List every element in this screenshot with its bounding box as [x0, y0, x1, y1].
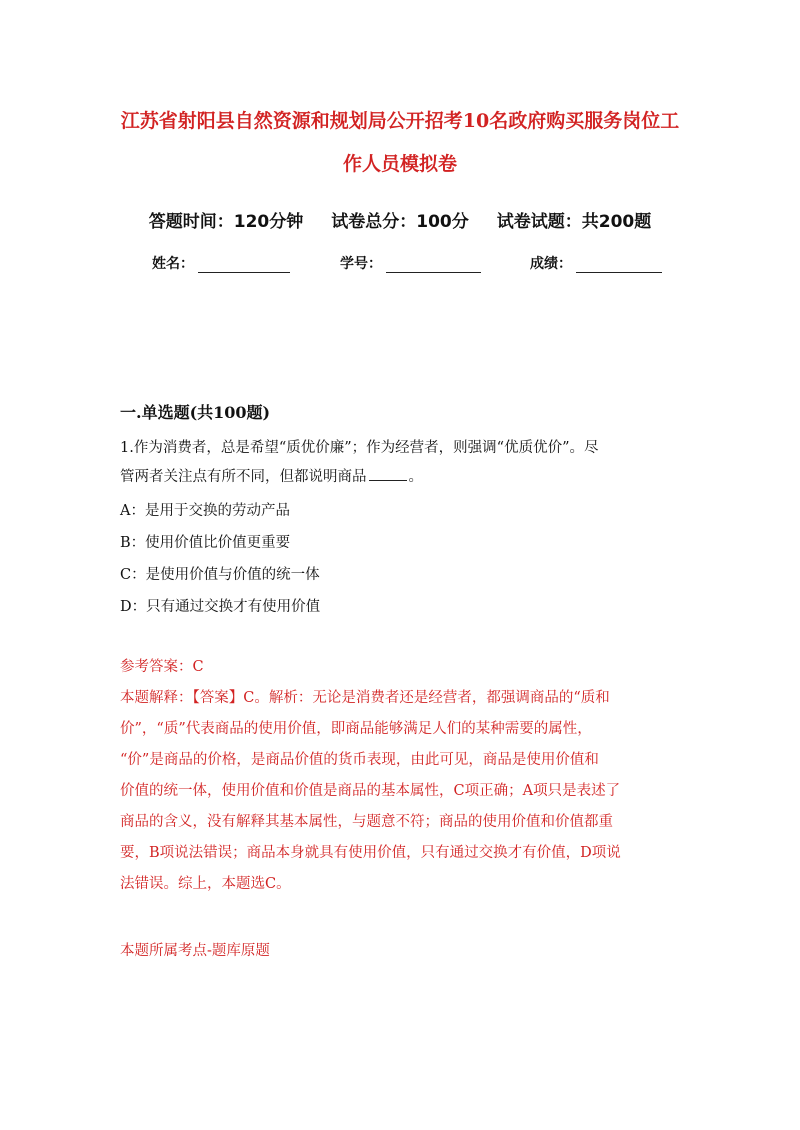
student-id-blank	[386, 257, 481, 273]
option-b: B：使用价值比价值更重要	[120, 535, 291, 551]
student-id-field	[340, 253, 481, 273]
student-id-label: 学号：	[340, 256, 382, 272]
option-a: A：是用于交换的劳动产品	[120, 503, 290, 519]
explanation-line: 价值的统一体，使用价值和价值是商品的基本属性，C项正确；A项只是表述了	[120, 783, 621, 799]
explanation-line: 价”，“质”代表商品的使用价值，即商品能够满足人们的某种需要的属性，	[120, 721, 592, 737]
question-stem-text: 管两者关注点有所不同，但都说明商品	[120, 469, 367, 485]
grade-field	[530, 253, 662, 273]
name-label: 姓名：	[152, 256, 194, 272]
explanation-line: 法错误。综上，本题选C。	[120, 876, 291, 892]
grade-blank	[576, 257, 662, 273]
option-d: D：只有通过交换才有使用价值	[120, 599, 321, 615]
exam-meta	[0, 207, 800, 232]
explanation-line: 商品的含义，没有解释其基本属性，与题意不符；商品的使用价值和价值都重	[120, 814, 613, 830]
exam-total-score: 试卷总分：100分	[331, 212, 469, 232]
explanation-line: 要，B项说法错误；商品本身就具有使用价值，只有通过交换才有价值，D项说	[120, 845, 621, 861]
question-stem-line-2	[120, 466, 423, 488]
answer-blank	[369, 466, 407, 481]
exam-title-line-1: 江苏省射阳县自然资源和规划局公开招考10名政府购买服务岗位工	[120, 110, 680, 132]
explanation-line: 本题解释：【答案】C。解析：无论是消费者还是经营者，都强调商品的“质和	[120, 690, 610, 706]
knowledge-point: 本题所属考点-题库原题	[120, 943, 270, 959]
question-stem-line-1: 1.作为消费者，总是希望“质优价廉”；作为经营者，则强调“优质优价”。尽	[120, 440, 599, 456]
question-stem-end: 。	[408, 469, 423, 485]
exam-question-count: 试卷试题：共200题	[496, 212, 652, 232]
name-field	[152, 253, 290, 273]
section-title: 一.单选题(共100题)	[120, 403, 271, 422]
exam-time: 答题时间：120分钟	[148, 212, 304, 232]
grade-label: 成绩：	[530, 256, 572, 272]
reference-answer: 参考答案：C	[120, 659, 204, 675]
exam-title-line-2: 作人员模拟卷	[342, 153, 457, 175]
option-c: C：是使用价值与价值的统一体	[120, 567, 320, 583]
name-blank	[198, 257, 290, 273]
explanation-line: “价”是商品的价格，是商品价值的货币表现，由此可见，商品是使用价值和	[120, 752, 599, 768]
